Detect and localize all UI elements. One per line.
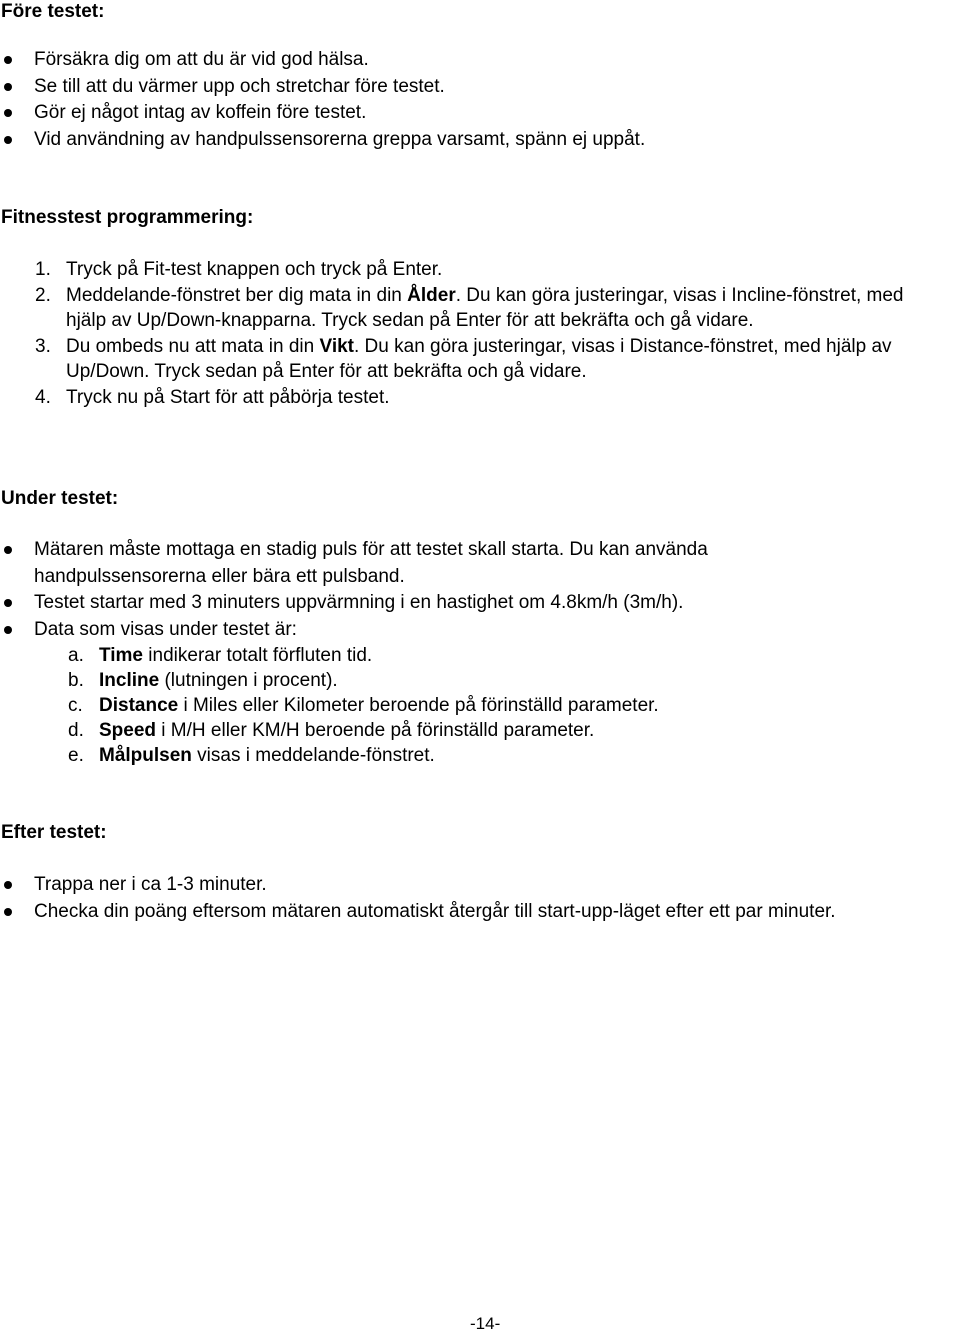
- step-text: . Du kan göra justeringar, visas i Distance-fönstret, med hjälp av Up/Down. Tryck sedan på Enter för att bekräfta och gå vidare.: [66, 335, 892, 382]
- data-keyword: Målpulsen: [99, 745, 192, 766]
- test-data-list: [34, 643, 960, 768]
- step-text: Tryck på Fit-test knappen och tryck på Enter.: [66, 259, 443, 280]
- list-item-text: Försäkra dig om att du är vid god hälsa.: [34, 49, 369, 70]
- list-item-text: Data som visas under testet är:: [34, 618, 297, 640]
- list-item: [0, 590, 960, 617]
- heading-before-test: Före testet:: [1, 1, 105, 22]
- item-letter: b.: [68, 670, 84, 691]
- data-text: indikerar totalt förfluten tid.: [143, 645, 373, 666]
- list-item: [0, 127, 960, 154]
- item-letter: e.: [68, 745, 84, 766]
- heading-programming: Fitnesstest programmering:: [1, 207, 254, 228]
- bullet-icon: [4, 626, 12, 634]
- bullet-icon: [4, 56, 12, 64]
- programming-steps: [0, 257, 950, 410]
- bullet-icon: [4, 109, 12, 117]
- data-text: (lutningen i procent).: [159, 670, 338, 691]
- step-text: Du ombeds nu att mata in din: [66, 335, 320, 357]
- data-item: [0, 718, 960, 743]
- step-item: [0, 385, 936, 411]
- list-item: [0, 100, 960, 127]
- step-number: 3.: [35, 335, 51, 357]
- data-item: [0, 668, 960, 693]
- list-item: [0, 47, 960, 74]
- list-item-text: Gör ej något intag av koffein före testet.: [34, 102, 367, 123]
- data-keyword: Speed: [99, 720, 157, 741]
- data-item: [0, 693, 960, 718]
- step-keyword: Vikt: [319, 335, 354, 357]
- heading-after-test: Efter testet:: [1, 822, 107, 843]
- during-test-list: [0, 537, 960, 768]
- step-text: Tryck nu på Start för att påbörja testet.: [66, 386, 390, 408]
- list-item-text: Se till att du värmer upp och stretchar före testet.: [34, 75, 445, 97]
- list-item-text: Trappa ner i ca 1-3 minuter.: [34, 874, 267, 895]
- list-item-text: Vid användning av handpulssensorerna greppa varsamt, spänn ej uppåt.: [34, 128, 646, 150]
- list-item: [0, 899, 960, 926]
- bullet-icon: [4, 546, 12, 554]
- heading-during-test: Under testet:: [1, 488, 119, 509]
- page-number: -14-: [470, 1314, 501, 1333]
- list-item: [0, 537, 834, 590]
- item-letter: d.: [68, 720, 84, 741]
- step-number: 4.: [35, 386, 51, 408]
- data-text: visas i meddelande-fönstret.: [191, 745, 435, 766]
- after-test-list: [0, 872, 960, 925]
- list-item-text: Checka din poäng eftersom mätaren automatiskt återgår till start-upp-läget efter ett par minuter.: [34, 900, 836, 922]
- item-letter: c.: [68, 695, 83, 716]
- list-item-text: Testet startar med 3 minuters uppvärmning i en hastighet om 4.8km/h (3m/h).: [34, 592, 684, 613]
- step-keyword: Ålder: [407, 284, 456, 306]
- step-item: [0, 283, 936, 334]
- list-item: [0, 617, 960, 769]
- step-number: 1.: [35, 259, 51, 280]
- data-item: [0, 643, 960, 668]
- bullet-icon: [4, 881, 12, 889]
- data-text: i M/H eller KM/H beroende på förinställd parameter.: [156, 720, 595, 741]
- bullet-icon: [4, 83, 12, 91]
- list-item-text: Mätaren måste mottaga en stadig puls för att testet skall starta. Du kan använda handpulssensorerna eller bära ett pulsband.: [34, 539, 708, 587]
- before-test-list: [0, 47, 960, 153]
- bullet-icon: [4, 136, 12, 144]
- data-keyword: Time: [99, 645, 144, 666]
- data-keyword: Incline: [99, 670, 160, 691]
- step-item: [0, 257, 936, 283]
- item-letter: a.: [68, 645, 84, 666]
- list-item: [0, 872, 960, 899]
- bullet-icon: [4, 908, 12, 916]
- step-item: [0, 334, 936, 385]
- data-keyword: Distance: [99, 695, 179, 716]
- data-item: [0, 743, 960, 768]
- step-number: 2.: [35, 284, 51, 306]
- data-text: i Miles eller Kilometer beroende på förinställd parameter.: [178, 695, 659, 716]
- step-text: Meddelande-fönstret ber dig mata in din: [66, 284, 408, 306]
- bullet-icon: [4, 599, 12, 607]
- step-text: . Du kan göra justeringar, visas i Incline-fönstret, med hjälp av Up/Down-knapparna. Tryck sedan på Enter för att bekräfta och gå vidare.: [66, 284, 904, 331]
- list-item: [0, 74, 960, 101]
